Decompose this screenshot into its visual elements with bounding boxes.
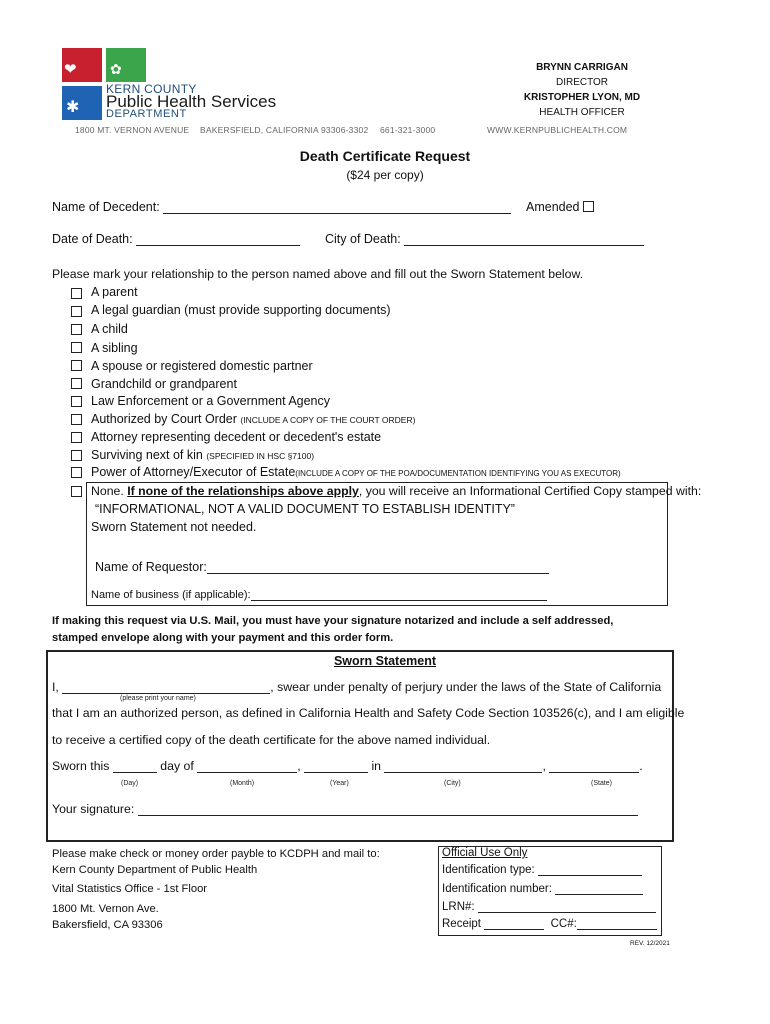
medical-star-icon: ✱ <box>66 99 80 116</box>
informational-stamp-text: “INFORMATIONAL, NOT A VALID DOCUMENT TO ESTABLISH IDENTITY” <box>95 502 515 516</box>
relationship-prompt: Please mark your relationship to the person named above and fill out the Sworn Statement below. <box>52 267 584 281</box>
year-hint: (Year) <box>330 780 349 787</box>
option-label: A legal guardian (must provide supporting documents) <box>91 303 391 317</box>
option-label: Grandchild or grandparent <box>91 377 237 391</box>
logo-blue-square <box>62 86 102 120</box>
logo-line-2: Public Health Services <box>106 92 277 111</box>
address-text: 1800 MT. VERNON AVENUE <box>75 125 190 135</box>
page-title: Death Certificate Request <box>299 148 471 164</box>
sworn-city-input[interactable] <box>384 760 542 773</box>
requestor-row <box>95 560 549 574</box>
amended-label: Amended <box>526 200 580 214</box>
city-hint: (City) <box>444 780 461 787</box>
none-checkbox[interactable] <box>71 486 82 497</box>
decedent-label: Name of Decedent: <box>52 200 160 214</box>
sworn-line-2: that I am an authorized person, as defined in California Health and Safety Code Section 103526(c), and I am eligible <box>52 706 685 720</box>
mail-notice-line-1: If making this request via U.S. Mail, you must have your signature notarized and include a self addressed, <box>52 615 614 627</box>
option-checkbox[interactable] <box>71 360 82 371</box>
option-label: A child <box>91 322 128 336</box>
price-text: ($24 per copy) <box>346 168 424 182</box>
signature-input[interactable] <box>138 803 638 816</box>
option-checkbox[interactable] <box>71 396 82 407</box>
city-input[interactable] <box>404 233 644 246</box>
option-checkbox[interactable] <box>71 450 82 461</box>
officials-block <box>502 60 662 120</box>
none-text: None. If none of the relationships above apply, you will receive an Informational Certified Copy stamped with: <box>91 484 702 498</box>
state-hint: (State) <box>591 780 613 787</box>
option-label: A parent <box>91 285 138 299</box>
logo-line-3: DEPARTMENT <box>106 108 187 120</box>
business-input[interactable] <box>251 589 547 601</box>
officer-name: KRISTOPHER LYON, MD <box>523 92 641 103</box>
option-label: A sibling <box>91 341 138 355</box>
option-label: Attorney representing decedent or decedent's estate <box>91 430 382 444</box>
id-type-input[interactable] <box>538 864 642 876</box>
receipt-row: Receipt CC#: <box>442 918 657 930</box>
mailing-line-1: Please make check or money order payble to KCDPH and mail to: <box>52 848 380 860</box>
option-checkbox[interactable] <box>71 432 82 443</box>
phone-text: 661-321-3000 <box>380 125 436 135</box>
city-text: BAKERSFIELD, CALIFORNIA 93306-3302 <box>200 125 369 135</box>
day-hint: (Day) <box>121 780 139 787</box>
logo-line-1: KERN COUNTY <box>106 82 197 96</box>
heart-hand-icon: ❤ <box>64 61 77 78</box>
date-input[interactable] <box>136 233 300 246</box>
option-label: Law Enforcement or a Government Agency <box>91 394 331 408</box>
sworn-heading: Sworn Statement <box>333 654 437 668</box>
sworn-date-row: Sworn this day of , in , . <box>52 759 643 773</box>
statement-not-needed: Sworn Statement not needed. <box>91 520 257 534</box>
requestor-input[interactable] <box>207 561 549 574</box>
sworn-state-input[interactable] <box>549 760 639 773</box>
option-checkbox[interactable] <box>71 288 82 299</box>
director-name: BRYNN CARRIGAN <box>536 62 628 73</box>
sworn-month-input[interactable] <box>197 760 297 773</box>
option-label: Power of Attorney/Executor of Estate(INCLUDE A COPY OF THE POA/DOCUMENTATION IDENTIFYING YOU AS EXECUTOR) <box>91 465 621 479</box>
decedent-input[interactable] <box>163 201 511 214</box>
director-title: DIRECTOR <box>555 77 609 88</box>
lrn-input[interactable] <box>478 901 656 913</box>
option-checkbox[interactable] <box>71 324 82 335</box>
lrn-row: LRN#: <box>442 901 656 913</box>
city-row <box>325 232 644 246</box>
mailing-line-3: Vital Statistics Office - 1st Floor <box>52 883 208 895</box>
logo-red-square <box>62 48 102 82</box>
decedent-row <box>52 200 511 214</box>
signature-row <box>52 802 638 816</box>
official-heading: Official Use Only <box>442 847 528 859</box>
website-link[interactable]: WWW.KERNPUBLICHEALTH.COM <box>487 125 628 135</box>
option-checkbox[interactable] <box>71 467 82 478</box>
logo-green-square <box>106 48 146 82</box>
print-name-hint: (please print your name) <box>120 695 196 702</box>
sworn-line-3: to receive a certified copy of the death certificate for the above named individual. <box>52 733 491 747</box>
signature-label: Your signature: <box>52 802 135 816</box>
sworn-year-input[interactable] <box>304 760 368 773</box>
business-row <box>91 589 547 601</box>
requestor-label: Name of Requestor: <box>95 560 207 574</box>
none-box <box>86 482 668 606</box>
id-type-row: Identification type: <box>442 864 642 876</box>
month-hint: (Month) <box>230 780 255 787</box>
city-label: City of Death: <box>325 232 401 246</box>
id-number-row: Identification number: <box>442 883 643 895</box>
business-label: Name of business (if applicable): <box>91 589 251 601</box>
date-label: Date of Death: <box>52 232 133 246</box>
sworn-name-input[interactable] <box>62 681 270 694</box>
sworn-line-1: I, , swear under penalty of perjury under the laws of the State of California <box>52 680 662 694</box>
option-checkbox[interactable] <box>71 342 82 353</box>
mail-notice-line-2: stamped envelope along with your payment and this order form. <box>52 632 394 644</box>
revision-text: REV. 12/2021 <box>630 940 670 947</box>
officer-title: HEALTH OFFICER <box>539 107 625 118</box>
option-label: Surviving next of kin (SPECIFIED IN HSC §7100) <box>91 448 315 462</box>
id-number-input[interactable] <box>555 883 643 895</box>
option-checkbox[interactable] <box>71 306 82 317</box>
mailing-line-2: Kern County Department of Public Health <box>52 864 258 876</box>
sworn-day-input[interactable] <box>113 760 157 773</box>
receipt-input[interactable] <box>484 918 544 930</box>
mailing-line-5: Bakersfield, CA 93306 <box>52 919 163 931</box>
mailing-line-4: 1800 Mt. Vernon Ave. <box>52 903 159 915</box>
cc-input[interactable] <box>577 918 657 930</box>
option-checkbox[interactable] <box>71 414 82 425</box>
option-label: Authorized by Court Order (INCLUDE A COPY OF THE COURT ORDER) <box>91 412 416 426</box>
option-checkbox[interactable] <box>71 378 82 389</box>
amended-row <box>526 200 594 214</box>
option-label: A spouse or registered domestic partner <box>91 359 313 373</box>
sprout-icon: ✿ <box>110 61 122 77</box>
amended-checkbox[interactable] <box>583 201 594 212</box>
date-row <box>52 232 300 246</box>
